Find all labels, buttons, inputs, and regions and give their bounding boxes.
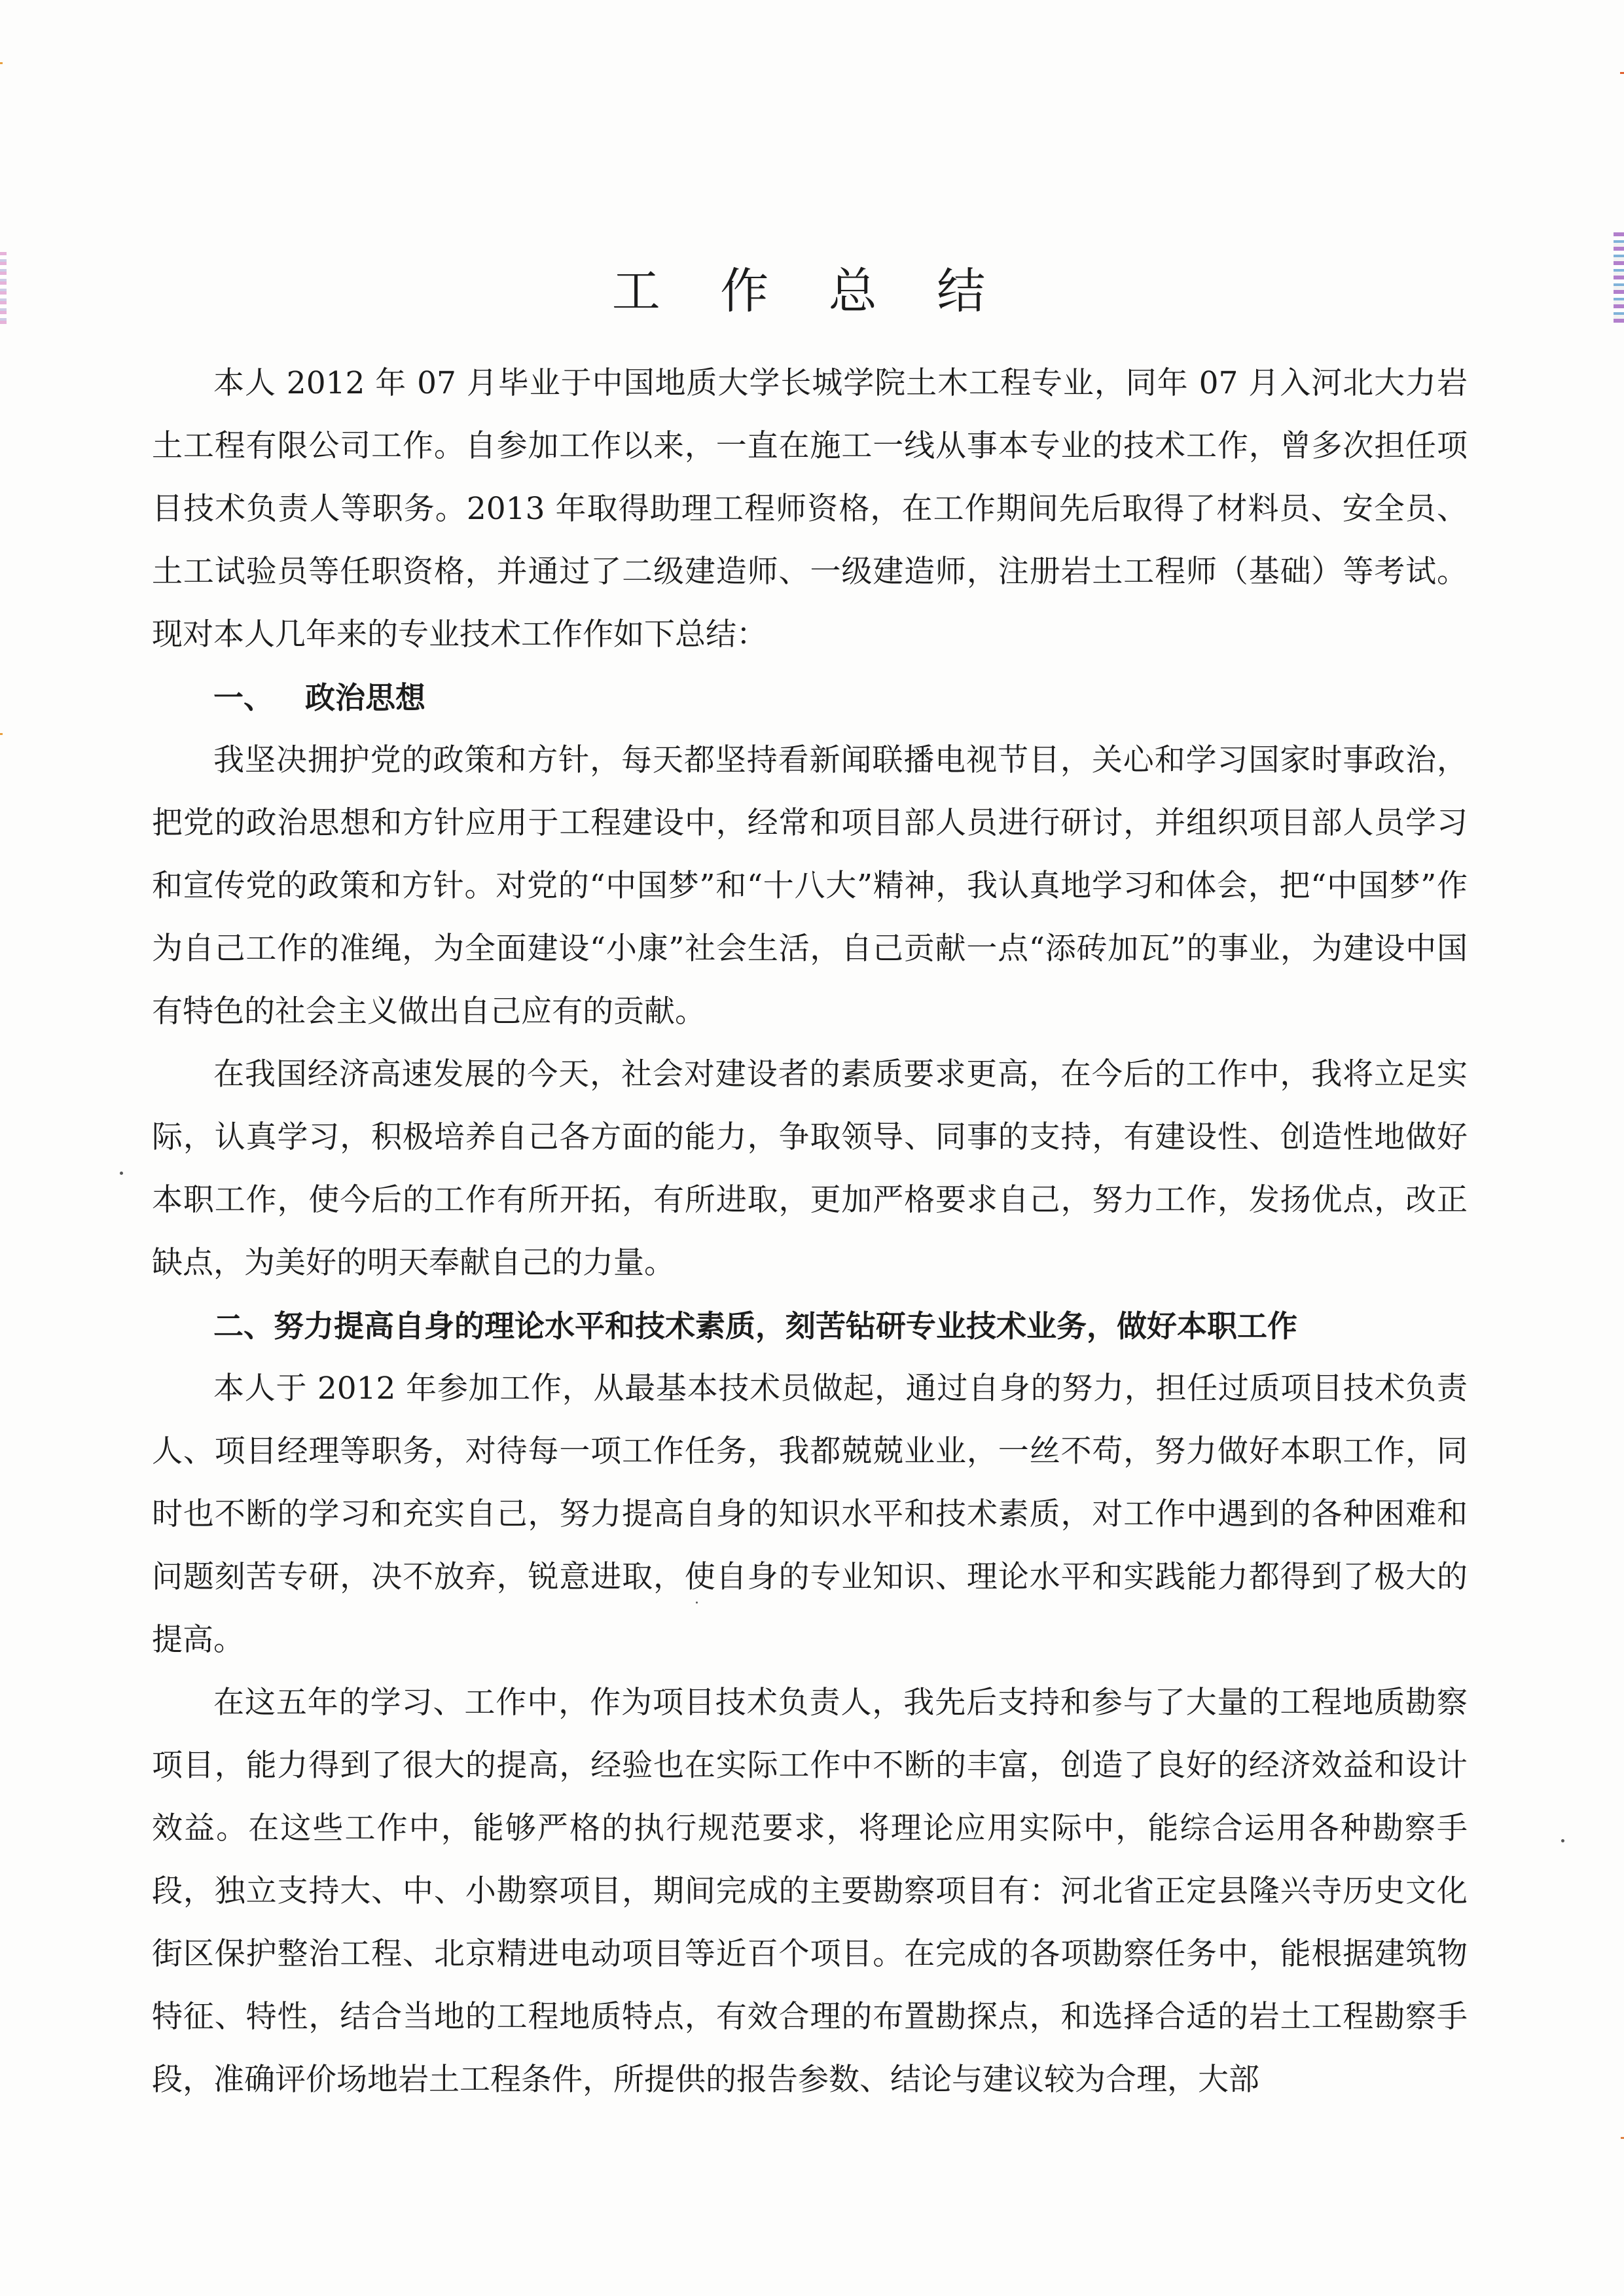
document-title: 工 作 总 结 bbox=[611, 263, 1008, 319]
section-heading-text: 政治思想 bbox=[305, 680, 425, 715]
body-paragraph: 在我国经济高速发展的今天，社会对建设者的素质要求更高，在今后的工作中，我将立足实际，认真学习，积极培养自己各方面的能力，争取领导、同事的支持，有建设性、创造性地做好本职工作，使今后的工作有所开拓，有所进取，更加严格要求自己，努力工作，发扬优点，改正缺点，为美好的明天奉献自己的力量。 bbox=[152, 1056, 1468, 1281]
body-paragraph: 本人于 2012 年参加工作，从最基本技术员做起，通过自身的努力，担任过质项目技术负责人、项目经理等职务，对待每一项工作任务，我都兢兢业业，一丝不苟，努力做好本职工作，同时也不断的学习和充实自己，努力提高自身的知识水平和技术素质，对工作中遇到的各种困难和问题刻苦专研，决不放弃，锐意进取，使自身的专业知识、理论水平和实践能力都得到了极大的提高。 bbox=[152, 1371, 1468, 1658]
body-paragraph: 我坚决拥护党的政策和方针，每天都坚持看新闻联播电视节目，关心和学习国家时事政治，把党的政治思想和方针应用于工程建设中，经常和项目部人员进行研讨，并组织项目部人员学习和宣传党的政策和方针。对党的“中国梦”和“十八大”精神，我认真地学习和体会，把“中国梦”作为自己工作的准绳，为全面建设“小康”社会生活，自己贡献一点“添砖加瓦”的事业，为建设中国有特色的社会主义做出自己应有的贡献。 bbox=[152, 742, 1468, 1030]
scan-artifact bbox=[0, 252, 7, 324]
scan-artifact bbox=[1614, 232, 1624, 324]
document-body bbox=[152, 255, 1468, 2111]
intro-paragraph: 本人 2012 年 07 月毕业于中国地质大学长城学院土木工程专业，同年 07 月入河北大力岩土工程有限公司工作。自参加工作以来，一直在施工一线从事本专业的技术工作，曾多次担任项目技术负责人等职务。2013 年取得助理工程师资格，在工作期间先后取得了材料员、安全员、土工试验员等任职资格，并通过了二级建造师、一级建造师，注册岩土工程师（基础）等考试。现对本人几年来的专业技术工作作如下总结： bbox=[152, 365, 1468, 653]
scan-speck bbox=[120, 1172, 123, 1175]
body-paragraph: 在这五年的学习、工作中，作为项目技术负责人，我先后支持和参与了大量的工程地质勘察项目，能力得到了很大的提高，经验也在实际工作中不断的丰富，创造了良好的经济效益和设计效益。在这些工作中，能够严格的执行规范要求，将理论应用实际中，能综合运用各种勘察手段，独立支持大、中、小勘察项目，期间完成的主要勘察项目有：河北省正定县隆兴寺历史文化街区保护整治工程、北京精进电动项目等近百个项目。在完成的各项勘察任务中，能根据建筑物特征、特性，结合当地的工程地质特点，有效合理的布置勘探点，和选择合适的岩土工程勘察手段，准确评价场地岩土工程条件，所提供的报告参数、结论与建议较为合理，大部 bbox=[152, 1685, 1468, 2098]
scan-artifact bbox=[1620, 72, 1624, 74]
section-heading: 二、努力提高自身的理论水平和技术素质，刻苦钻研专业技术业务，做好本职工作 bbox=[213, 1308, 1297, 1344]
section-number: 一、 bbox=[213, 680, 274, 715]
section-heading bbox=[152, 666, 1468, 729]
scan-artifact bbox=[0, 733, 3, 735]
scan-speck bbox=[1561, 1839, 1564, 1842]
scan-artifact bbox=[1621, 2137, 1624, 2139]
scan-artifact bbox=[0, 62, 3, 64]
